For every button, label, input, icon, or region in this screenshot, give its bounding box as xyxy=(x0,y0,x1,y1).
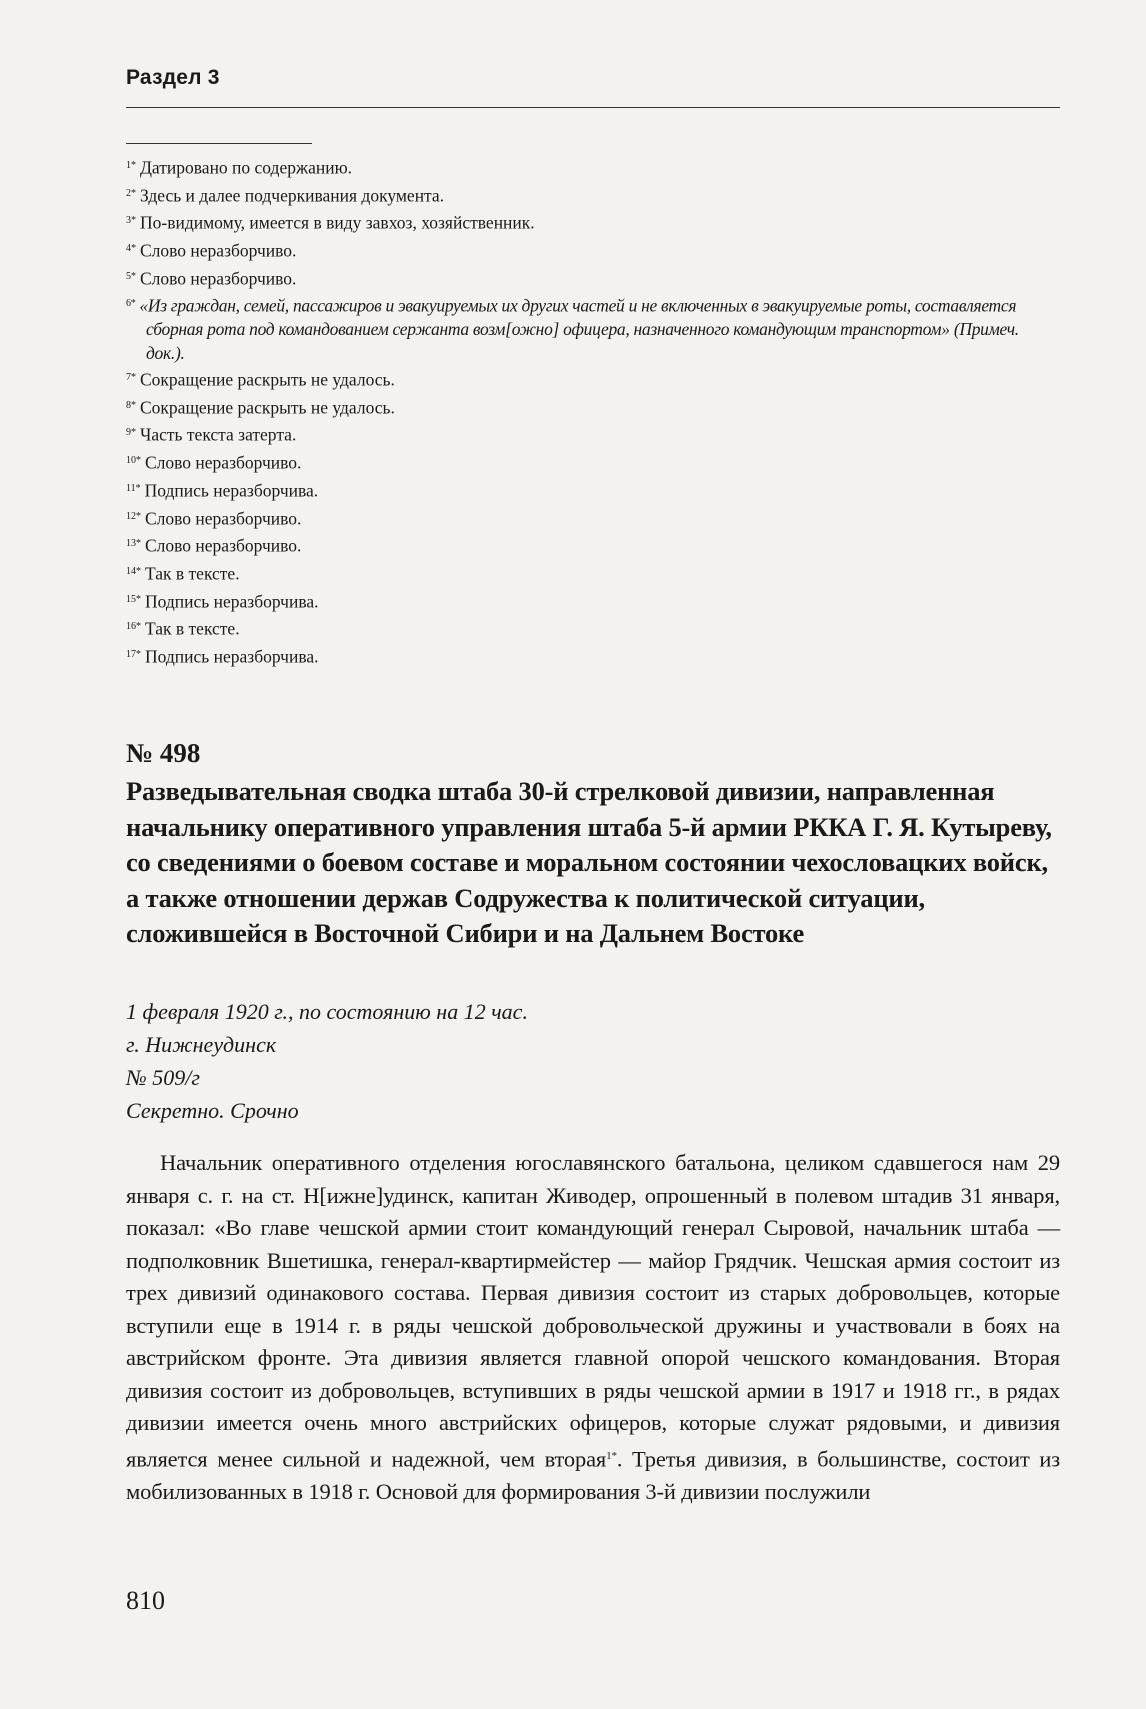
footnote: $^{9*}$ Часть текста затерта. xyxy=(126,424,297,445)
body-text-part: . Третья дивизия, в большинстве, состоит из мобилизованных в 1918 г. Основой для формирования 3-й дивизии послужили xyxy=(126,1446,1060,1504)
footnote: $^{15*}$ Подпись неразборчива. xyxy=(126,591,319,612)
body-text-part: Начальник оперативного отделения югославянского батальона, целиком сдавшегося нам 29 января с. г. на ст. Н[ижне]удинск, капитан Живодер, опрошенный в полевом штадив 31 января, показал: «Во главе чешской армии стоит командующий генерал Сыровой, начальник штаба — подполковник Вшетишка, генерал-квартирмейстер — майор Грядчик. Чешская армия состоит из трех дивизий одинакового состава. Первая дивизия состоит из старых добровольцев, которые вступили еще в 1914 г. в ряды чешской добровольческой дружины и участвовали в боях на австрийском фронте. Эта дивизия является главной опорой чешского командования. Вторая дивизия состоит из добровольцев, вступивших в ряды чешской армии в 1917 и 1918 гг., в рядах дивизии имеется очень много австрийских офицеров, которые служат рядовыми, и дивизия является менее сильной и надежной, чем вторая xyxy=(126,1150,1060,1472)
footnote: $^{1*}$ Датировано по содержанию. xyxy=(126,157,353,178)
page-number: 810 xyxy=(126,1586,165,1615)
footnote: $^{13*}$ Слово неразборчиво. xyxy=(126,535,302,556)
footnotes-list xyxy=(126,153,1060,670)
document-body xyxy=(126,1147,1060,1508)
footnote: $^{14*}$ Так в тексте. xyxy=(126,563,240,584)
section-header: Раздел 3 xyxy=(126,66,220,89)
header-rule xyxy=(126,107,1060,108)
document-number: № 498 xyxy=(126,738,201,768)
footnote: $^{4*}$ Слово неразборчиво. xyxy=(126,240,297,261)
footnote: $^{5*}$ Слово неразборчиво. xyxy=(126,268,297,289)
document-title: Разведывательная сводка штаба 30-й стрелковой дивизии, направленная начальнику оперативного управления штаба 5-й армии РККА Г. Я. Кутыреву, со сведениями о боевом составе и моральном состоянии чехословацких войск, а также отношении держав Содружества к политической ситуации, сложившейся в Восточной Сибири и на Дальнем Востоке xyxy=(126,776,1052,948)
footnote: $^{17*}$ Подпись неразборчива. xyxy=(126,646,319,667)
footnote: $^{8*}$ Сокращение раскрыть не удалось. xyxy=(126,397,395,418)
body-note-mark: 1* xyxy=(606,1449,617,1462)
footnote: $^{12*}$ Слово неразборчиво. xyxy=(126,508,302,529)
document-classification: Секретно. Срочно xyxy=(126,1098,299,1123)
document-place: г. Нижнеудинск xyxy=(126,1032,277,1057)
document-reg-number: № 509/г xyxy=(126,1065,200,1090)
footnote-rule xyxy=(126,143,312,144)
footnote: $^{2*}$ Здесь и далее подчеркивания документа. xyxy=(126,185,445,206)
document-date: 1 февраля 1920 г., по состоянию на 12 час. xyxy=(126,999,528,1024)
document-meta xyxy=(126,995,528,1127)
footnote: $^{10*}$ Слово неразборчиво. xyxy=(126,452,302,473)
footnote: $^{16*}$ Так в тексте. xyxy=(126,618,240,639)
footnote: $^{7*}$ Сокращение раскрыть не удалось. xyxy=(126,369,395,390)
footnote-document-note: $^{6*}$ «Из граждан, семей, пассажиров и эвакуируемых их других частей и не включенных в эвакуируемые роты, составляется сборная рота под командованием сержанта возм[ожно] офицера, назначенного командующим транспортом» (Примеч. док.). xyxy=(126,295,1019,364)
footnote: $^{3*}$ По-видимому, имеется в виду завхоз, хозяйственник. xyxy=(126,212,535,233)
footnote: $^{11*}$ Подпись неразборчива. xyxy=(126,480,319,501)
